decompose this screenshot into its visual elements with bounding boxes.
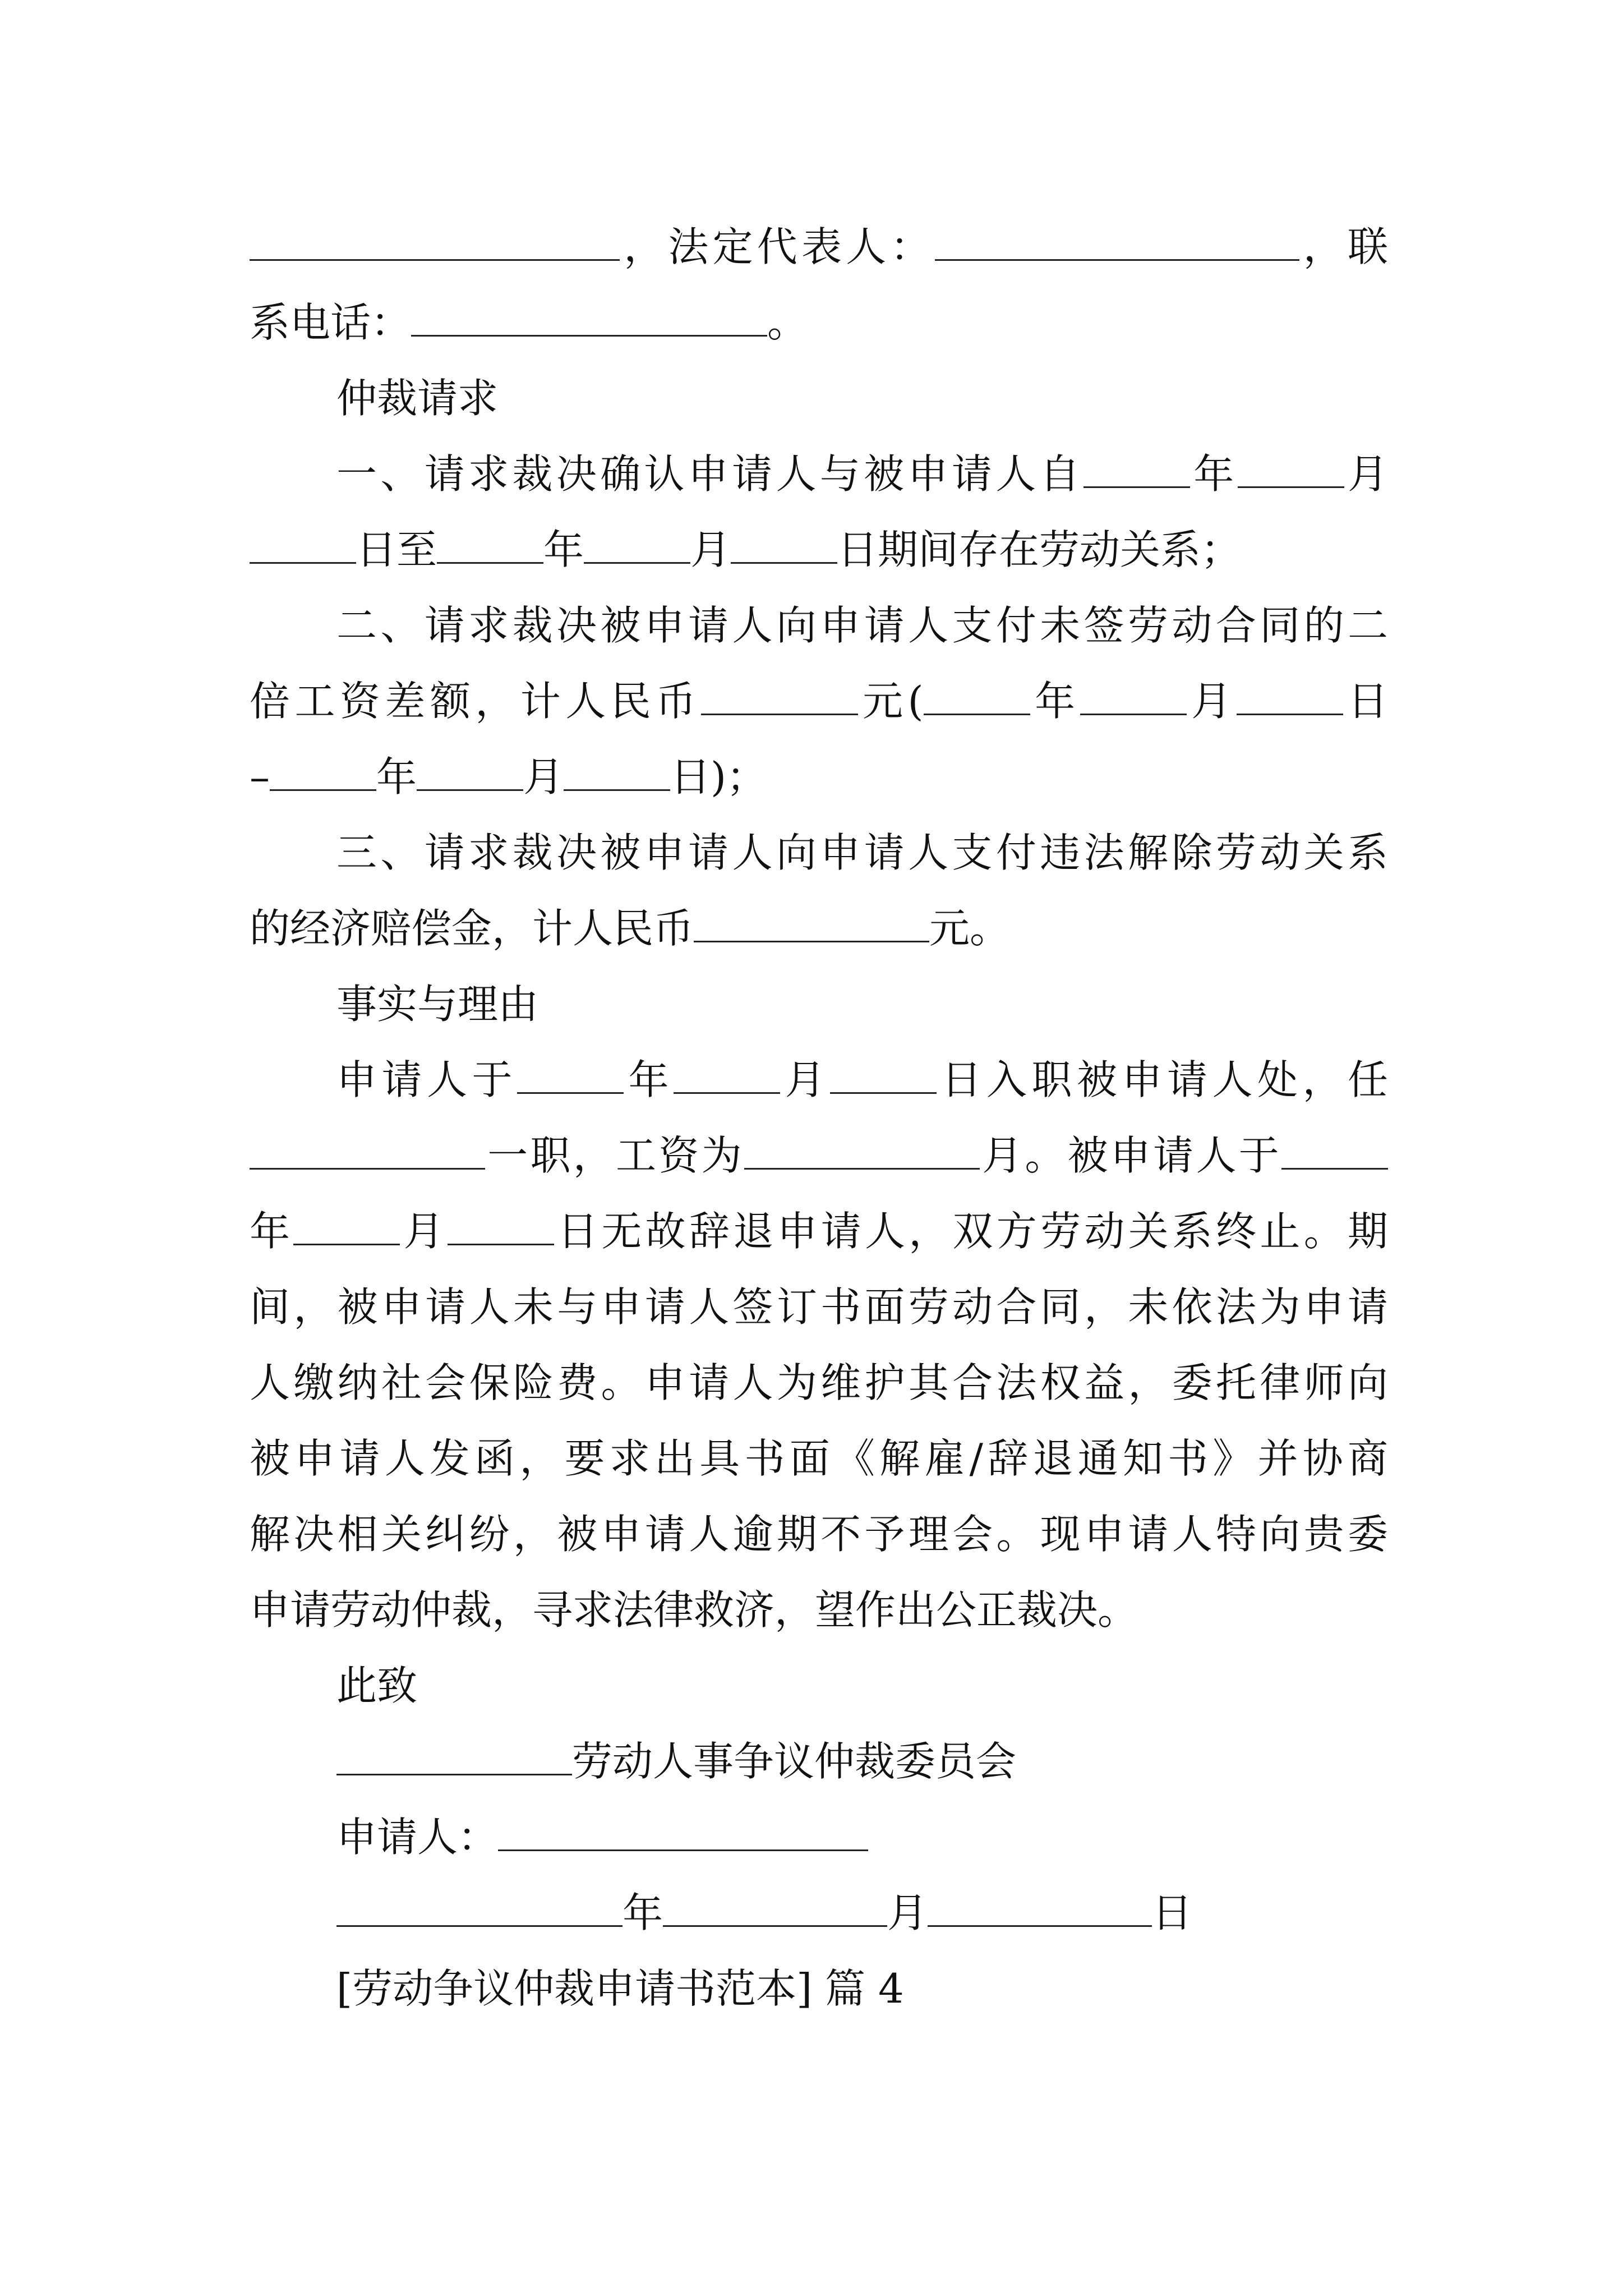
facts-line-4: 间，被申请人未与申请人签订书面劳动合同，未依法为申请 [250, 1283, 1388, 1331]
month-label: 月 [400, 1208, 448, 1255]
blank-field[interactable] [293, 1236, 400, 1245]
blank-field[interactable] [674, 1084, 780, 1094]
blank-field[interactable] [744, 1160, 980, 1170]
facts-line-7: 解决相关纠纷，被申请人逾期不予理会。现申请人特向贵委 [250, 1511, 1388, 1558]
day-label: 日 [1152, 1889, 1193, 1936]
phone-line [250, 295, 1388, 351]
facts-text: 日入职被申请人处，任 [937, 1056, 1388, 1103]
blank-field[interactable] [417, 781, 523, 791]
year-label: 年 [250, 1208, 294, 1255]
party-info-line [250, 219, 1388, 275]
month-label: 月 [523, 753, 564, 800]
month-label: 月 [1344, 450, 1388, 498]
heading-requests: 仲裁请求 [336, 375, 499, 422]
date-line [336, 1885, 1388, 1941]
day-to-label: 日至 [356, 526, 437, 573]
committee-name: 劳动人事争议仲裁委员会 [572, 1738, 1017, 1785]
phone-label: 系电话： [250, 299, 412, 346]
month-label: 月 [1186, 678, 1237, 725]
year-label: 年 [376, 753, 417, 800]
yuan-label: 元( [857, 678, 924, 725]
facts-text: 月。被申请人于 [979, 1132, 1281, 1179]
month-label: 月 [690, 526, 731, 573]
legal-rep-label: ，法定代表人： [620, 223, 935, 270]
blank-field[interactable] [250, 251, 620, 261]
year-label: 年 [1189, 450, 1238, 498]
year-label: 年 [624, 1056, 674, 1103]
day-label: 日 [1343, 678, 1388, 725]
facts-line-6: 被申请人发函，要求出具书面《解雇/辞退通知书》并协商 [250, 1435, 1388, 1482]
facts-line-2 [250, 1128, 1388, 1184]
facts-line-5: 人缴纳社会保险费。申请人为维护其合法权益，委托律师向 [250, 1359, 1388, 1406]
heading-facts: 事实与理由 [336, 981, 539, 1028]
blank-field[interactable] [250, 1160, 485, 1170]
blank-field[interactable] [336, 1917, 623, 1927]
request-2-end: 日)； [670, 753, 767, 800]
dash: – [250, 753, 270, 800]
blank-field[interactable] [584, 554, 690, 564]
facts-line-3 [250, 1203, 1388, 1259]
blank-field[interactable] [663, 1917, 887, 1927]
year-label: 年 [623, 1889, 663, 1936]
applicant-line [336, 1809, 1388, 1865]
facts-text: 一职，工资为 [485, 1132, 744, 1179]
request-2-text: 倍工资差额，计人民币 [250, 678, 701, 725]
blank-field[interactable] [517, 1084, 624, 1094]
period: 。 [767, 299, 808, 346]
blank-field[interactable] [1238, 478, 1344, 488]
request-1-end: 日期间存在劳动关系； [837, 526, 1242, 573]
blank-field[interactable] [701, 706, 858, 715]
blank-field[interactable] [694, 933, 929, 942]
request-1-line-2 [250, 522, 1388, 578]
facts-text: 申请人于 [336, 1056, 517, 1103]
blank-field[interactable] [437, 554, 543, 564]
next-section-title: [劳动争议仲裁申请书范本] 篇 4 [336, 1965, 904, 2012]
blank-field[interactable] [498, 1842, 868, 1851]
blank-field[interactable] [935, 251, 1299, 261]
committee-line [336, 1733, 1388, 1789]
facts-line-8: 申请劳动仲裁，寻求法律救济，望作出公正裁决。 [250, 1586, 1138, 1634]
request-1-line-1 [336, 446, 1388, 502]
blank-field[interactable] [564, 781, 670, 791]
request-2-line-3 [250, 749, 1388, 805]
request-3-text: 的经济赔偿金，计人民币 [250, 905, 694, 952]
blank-field[interactable] [1080, 706, 1187, 715]
blank-field[interactable] [1083, 478, 1190, 488]
blank-field[interactable] [1281, 1160, 1388, 1170]
blank-field[interactable] [924, 706, 1030, 715]
month-label: 月 [887, 1889, 928, 1936]
contact-label-start: ，联 [1299, 223, 1388, 270]
request-2-line-1: 二、请求裁决被申请人向申请人支付未签劳动合同的二 [336, 602, 1388, 649]
blank-field[interactable] [270, 781, 376, 791]
year-label: 年 [1030, 678, 1080, 725]
request-3-end: 元。 [929, 905, 1011, 952]
blank-field[interactable] [411, 327, 767, 337]
blank-field[interactable] [928, 1917, 1152, 1927]
month-label: 月 [780, 1056, 830, 1103]
blank-field[interactable] [830, 1084, 937, 1094]
request-3-line-2 [250, 900, 1388, 956]
request-1-text: 一、请求裁决确认申请人与被申请人自 [336, 450, 1083, 498]
facts-text: 日无故辞退申请人，双方劳动关系终止。期 [554, 1208, 1388, 1255]
year-label: 年 [543, 526, 584, 573]
blank-field[interactable] [250, 554, 356, 564]
blank-field[interactable] [731, 554, 837, 564]
blank-field[interactable] [1237, 706, 1343, 715]
closing-salutation: 此致 [336, 1662, 418, 1709]
request-3-line-1: 三、请求裁决被申请人向申请人支付违法解除劳动关系 [336, 829, 1388, 876]
applicant-label: 申请人： [336, 1814, 499, 1861]
request-2-line-2 [250, 673, 1388, 729]
blank-field[interactable] [448, 1236, 554, 1245]
blank-field[interactable] [336, 1766, 572, 1775]
facts-line-1 [336, 1052, 1388, 1108]
